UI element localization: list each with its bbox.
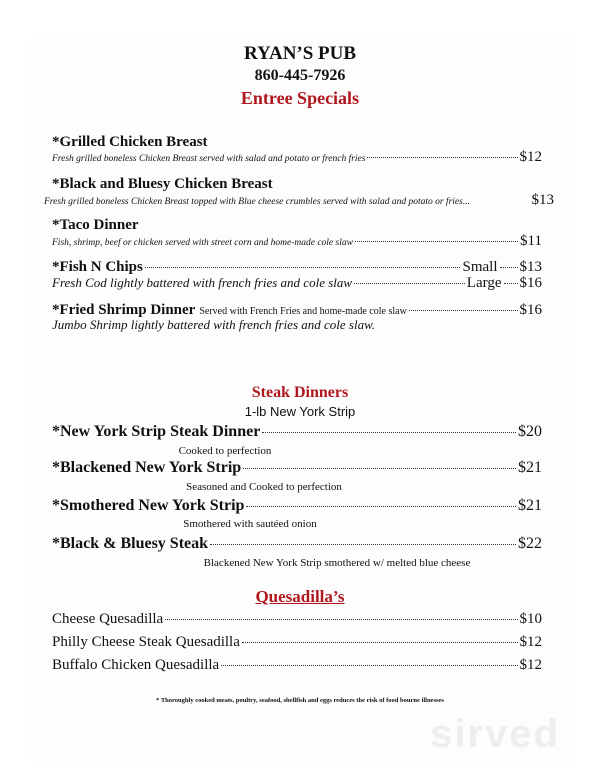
item-desc: Smothered with sautéed onion bbox=[183, 518, 317, 530]
item-price: $16 bbox=[519, 275, 542, 291]
item-name: *Fried Shrimp Dinner bbox=[52, 302, 196, 318]
footnote: * Thoroughly cooked meats, poultry, seafood, shellfish and eggs reduces the risk of food bourne illnesses bbox=[156, 697, 444, 704]
item-price: $21 bbox=[518, 459, 542, 476]
size-label: Small bbox=[462, 259, 498, 275]
size-label: Large bbox=[466, 275, 502, 291]
steak-subtitle: 1-lb New York Strip bbox=[244, 404, 356, 419]
item-desc: Jumbo Shrimp lightly battered with french fries and cole slaw. bbox=[52, 317, 376, 332]
section-title-quesadillas: Quesadilla’s bbox=[255, 587, 345, 606]
item-desc: Cooked to perfection bbox=[178, 445, 272, 457]
item-desc: Blackened New York Strip smothered w/ melted blue cheese bbox=[203, 557, 471, 569]
item-name: *Blackened New York Strip bbox=[52, 459, 242, 476]
item-price: $10 bbox=[519, 611, 542, 627]
item-price: $22 bbox=[518, 535, 542, 552]
item-price: $20 bbox=[518, 423, 542, 440]
item-desc: Fresh grilled boneless Chicken Breast served with salad and potato or french fries bbox=[52, 154, 366, 164]
item-desc: Seasoned and Cooked to perfection bbox=[186, 481, 342, 493]
phone: 860-445-7926 bbox=[254, 67, 346, 84]
item-price: $11 bbox=[520, 233, 542, 249]
item-name: Philly Cheese Steak Quesadilla bbox=[52, 634, 240, 650]
item-name: *Fish N Chips bbox=[52, 259, 143, 275]
item-desc: Fish, shrimp, beef or chicken served with street corn and home-made cole slaw bbox=[52, 238, 353, 248]
item-price: $13 bbox=[531, 192, 554, 208]
item-price: $12 bbox=[519, 149, 542, 165]
item-name: Buffalo Chicken Quesadilla bbox=[52, 657, 220, 673]
item-price: $21 bbox=[518, 497, 542, 514]
item-name: *New York Strip Steak Dinner bbox=[52, 423, 261, 440]
item-price: $16 bbox=[519, 302, 542, 318]
item-price: $12 bbox=[519, 657, 542, 673]
item-name: *Grilled Chicken Breast bbox=[52, 134, 208, 150]
item-desc: Fresh grilled boneless Chicken Breast topped with Blue cheese crumbles served with salad and potato or fries... bbox=[44, 197, 470, 207]
item-desc: Fresh Cod lightly battered with french fries and cole slaw bbox=[52, 275, 353, 290]
item-note: Served with French Fries and home-made cole slaw bbox=[199, 306, 407, 317]
restaurant-name: RYAN’S PUB bbox=[243, 43, 357, 64]
item-name: *Taco Dinner bbox=[52, 217, 139, 233]
item-name: *Smothered New York Strip bbox=[52, 497, 245, 514]
watermark-logo: sirved bbox=[430, 712, 560, 756]
section-title-entrees: Entree Specials bbox=[240, 88, 360, 108]
item-price: $13 bbox=[519, 259, 542, 275]
item-name: *Black and Bluesy Chicken Breast bbox=[52, 176, 273, 192]
item-name: Cheese Quesadilla bbox=[52, 611, 164, 627]
item-name: *Black & Bluesy Steak bbox=[52, 535, 209, 552]
section-title-steak: Steak Dinners bbox=[251, 384, 349, 401]
item-price: $12 bbox=[519, 634, 542, 650]
